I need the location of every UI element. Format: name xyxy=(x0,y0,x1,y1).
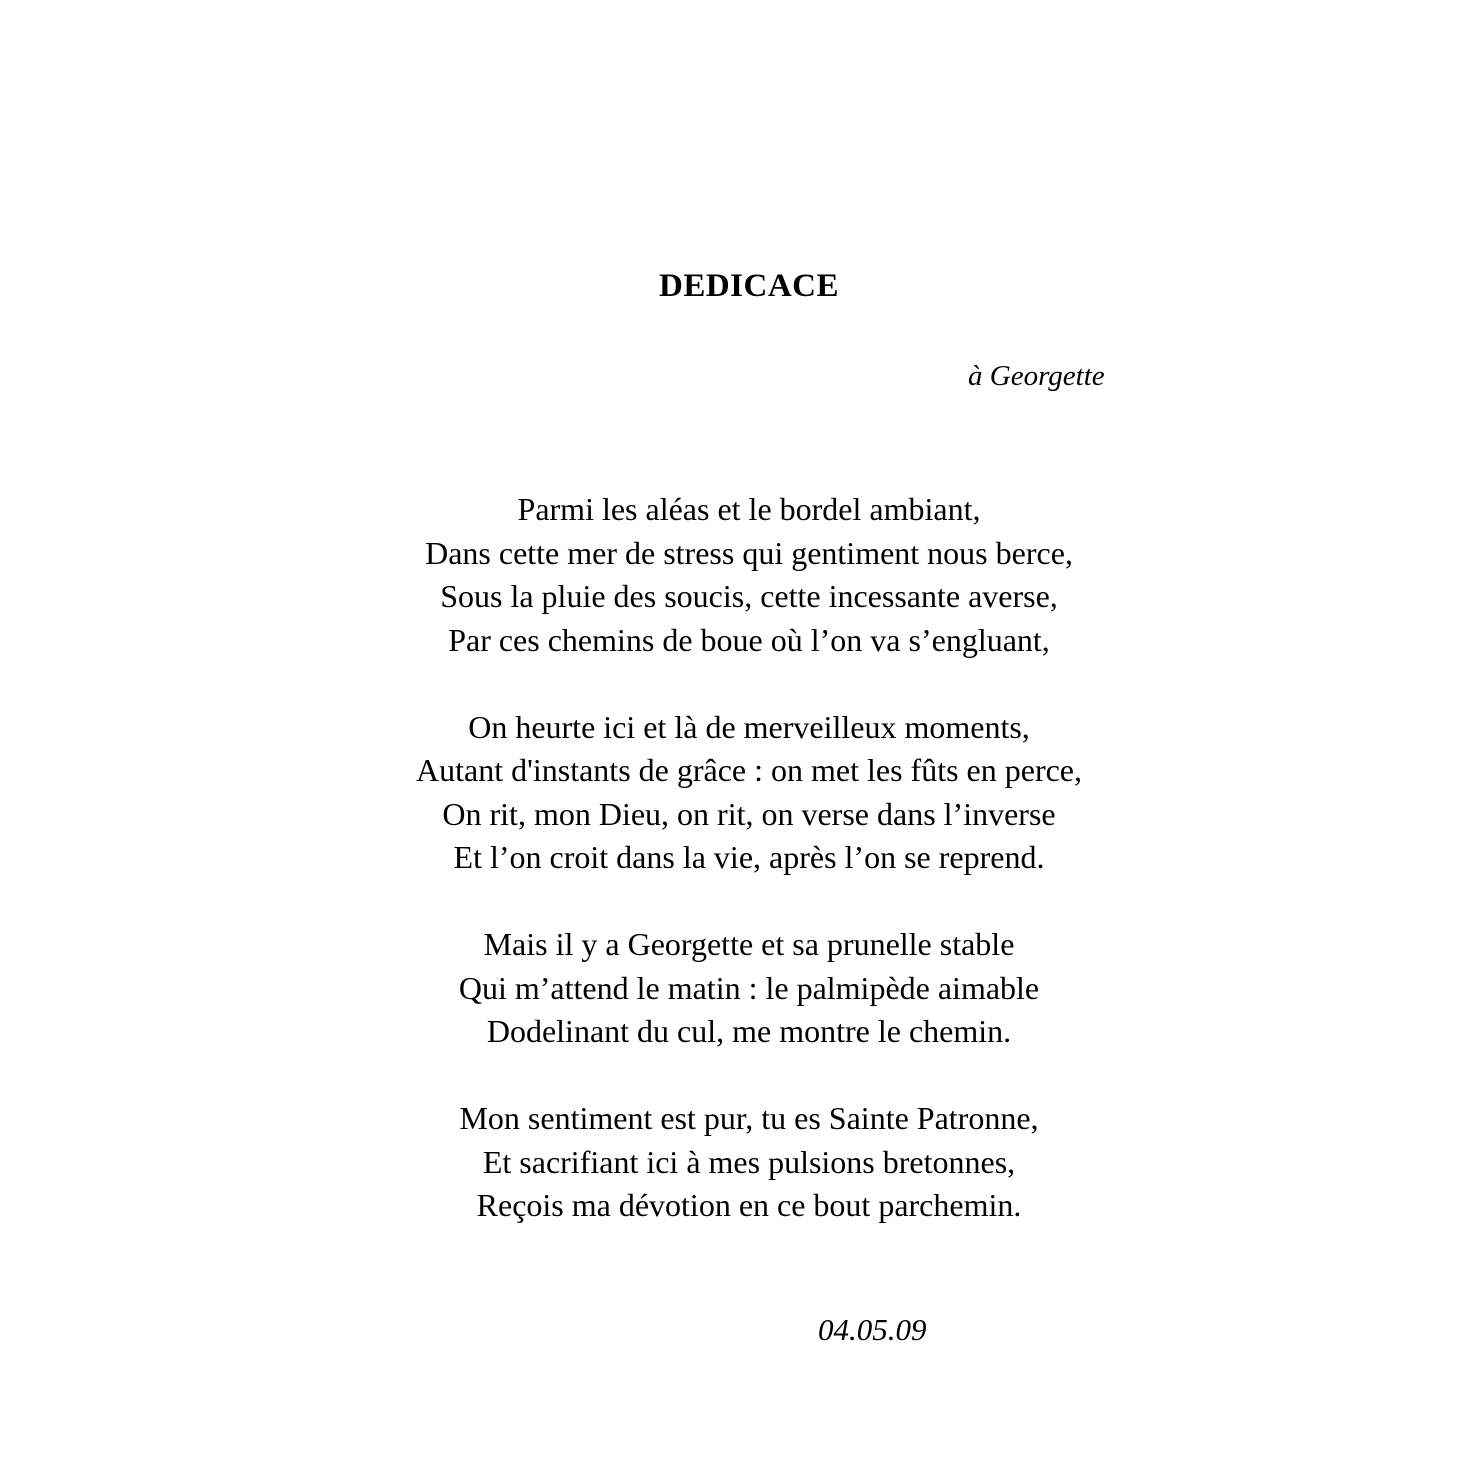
dedication-line: à Georgette xyxy=(968,360,1105,392)
stanza-3 xyxy=(0,923,1465,1054)
verse-line: Reçois ma dévotion en ce bout parchemin. xyxy=(476,1187,1022,1223)
stanza-4 xyxy=(0,1097,1465,1228)
verse-line: Dans cette mer de stress qui gentiment nous berce, xyxy=(425,534,1073,571)
verse-line: Et l’on croit dans la vie, après l’on se reprend. xyxy=(453,839,1045,875)
poem-date: 04.05.09 xyxy=(818,1312,927,1347)
poem-title: DEDICACE xyxy=(658,268,840,304)
verse-line: Et sacrifiant ici à mes pulsions bretonnes, xyxy=(482,1143,1016,1180)
poem-body xyxy=(0,488,1465,1228)
verse-line: On heurte ici et là de merveilleux moments, xyxy=(468,708,1030,745)
stanza-1 xyxy=(0,488,1465,662)
verse-line: Autant d'instants de grâce : on met les fûts en perce, xyxy=(416,752,1082,788)
verse-line: Mon sentiment est pur, tu es Sainte Patronne, xyxy=(459,1100,1039,1136)
verse-line: Sous la pluie des soucis, cette incessante averse, xyxy=(440,578,1058,614)
stanza-2 xyxy=(0,706,1465,880)
verse-line: Par ces chemins de boue où l’on va s’engluant, xyxy=(448,621,1050,658)
verse-line: Dodelinant du cul, me montre le chemin. xyxy=(486,1013,1012,1049)
verse-line: Mais il y a Georgette et sa prunelle stable xyxy=(483,926,1015,962)
verse-line: Qui m’attend le matin : le palmipède aimable xyxy=(458,969,1040,1006)
verse-line: Parmi les aléas et le bordel ambiant, xyxy=(517,491,981,527)
verse-line: On rit, mon Dieu, on rit, on verse dans l’inverse xyxy=(442,795,1056,832)
